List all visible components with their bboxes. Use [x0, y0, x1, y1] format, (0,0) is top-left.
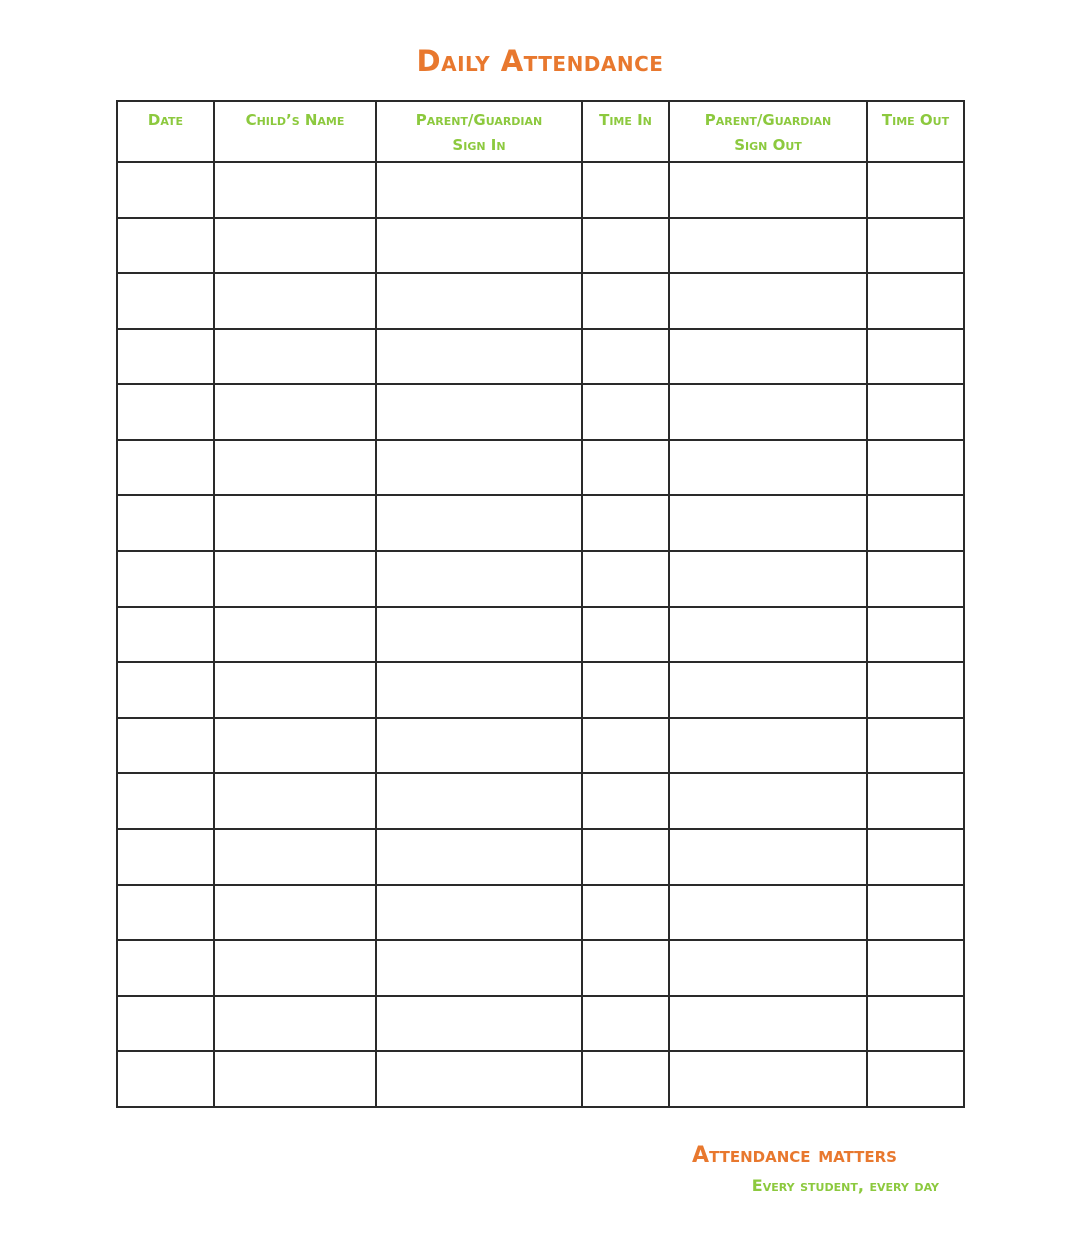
time-in-cell[interactable]: [582, 996, 669, 1052]
date-cell[interactable]: [117, 662, 214, 718]
date-cell[interactable]: [117, 273, 214, 329]
parent-sign-out-cell[interactable]: [669, 773, 867, 829]
table-row: [117, 440, 964, 496]
parent-sign-in-cell[interactable]: [376, 829, 582, 885]
childs-name-cell[interactable]: [214, 273, 376, 329]
childs-name-cell[interactable]: [214, 1051, 376, 1107]
childs-name-cell[interactable]: [214, 773, 376, 829]
childs-name-cell[interactable]: [214, 218, 376, 274]
date-cell[interactable]: [117, 607, 214, 663]
time-in-cell[interactable]: [582, 829, 669, 885]
time-out-cell[interactable]: [867, 162, 964, 218]
time-in-cell[interactable]: [582, 662, 669, 718]
column-header-time-in: Time In: [582, 101, 669, 162]
time-out-cell[interactable]: [867, 218, 964, 274]
time-out-cell[interactable]: [867, 551, 964, 607]
table-row: [117, 273, 964, 329]
table-row: [117, 662, 964, 718]
time-out-cell[interactable]: [867, 384, 964, 440]
table-row: [117, 996, 964, 1052]
childs-name-cell[interactable]: [214, 662, 376, 718]
table-row: [117, 329, 964, 385]
date-cell[interactable]: [117, 1051, 214, 1107]
date-cell[interactable]: [117, 162, 214, 218]
parent-sign-in-cell[interactable]: [376, 1051, 582, 1107]
parent-sign-in-cell[interactable]: [376, 218, 582, 274]
date-cell[interactable]: [117, 218, 214, 274]
column-header-parent-sign-in: Parent/Guardian Sign In: [376, 101, 582, 162]
time-out-cell[interactable]: [867, 495, 964, 551]
time-in-cell[interactable]: [582, 885, 669, 941]
table-row: [117, 773, 964, 829]
time-out-cell[interactable]: [867, 718, 964, 774]
childs-name-cell[interactable]: [214, 996, 376, 1052]
parent-sign-out-cell[interactable]: [669, 218, 867, 274]
parent-sign-out-cell[interactable]: [669, 607, 867, 663]
column-header-time-out: Time Out: [867, 101, 964, 162]
time-out-cell[interactable]: [867, 440, 964, 496]
time-out-cell[interactable]: [867, 607, 964, 663]
time-in-cell[interactable]: [582, 329, 669, 385]
childs-name-cell[interactable]: [214, 495, 376, 551]
column-header-childs-name: Child’s Name: [214, 101, 376, 162]
childs-name-cell[interactable]: [214, 384, 376, 440]
table-body: [117, 162, 964, 1107]
time-out-cell[interactable]: [867, 1051, 964, 1107]
parent-sign-out-cell[interactable]: [669, 940, 867, 996]
parent-sign-in-cell[interactable]: [376, 440, 582, 496]
table-row: [117, 218, 964, 274]
time-out-cell[interactable]: [867, 996, 964, 1052]
date-cell[interactable]: [117, 718, 214, 774]
parent-sign-in-cell[interactable]: [376, 885, 582, 941]
time-out-cell[interactable]: [867, 773, 964, 829]
date-cell[interactable]: [117, 996, 214, 1052]
parent-sign-out-cell[interactable]: [669, 440, 867, 496]
parent-sign-out-cell[interactable]: [669, 718, 867, 774]
time-out-cell[interactable]: [867, 940, 964, 996]
parent-sign-out-cell[interactable]: [669, 551, 867, 607]
parent-sign-in-cell[interactable]: [376, 384, 582, 440]
childs-name-cell[interactable]: [214, 329, 376, 385]
parent-sign-in-cell[interactable]: [376, 662, 582, 718]
parent-sign-out-cell[interactable]: [669, 885, 867, 941]
time-in-cell[interactable]: [582, 273, 669, 329]
time-in-cell[interactable]: [582, 551, 669, 607]
childs-name-cell[interactable]: [214, 940, 376, 996]
time-out-cell[interactable]: [867, 662, 964, 718]
parent-sign-out-cell[interactable]: [669, 495, 867, 551]
parent-sign-out-cell[interactable]: [669, 662, 867, 718]
time-in-cell[interactable]: [582, 218, 669, 274]
date-cell[interactable]: [117, 829, 214, 885]
table-row: [117, 162, 964, 218]
date-cell[interactable]: [117, 495, 214, 551]
footer-heading: Attendance matters: [692, 1143, 897, 1168]
column-header-parent-sign-out: Parent/Guardian Sign Out: [669, 101, 867, 162]
childs-name-cell[interactable]: [214, 162, 376, 218]
parent-sign-out-cell[interactable]: [669, 829, 867, 885]
time-out-cell[interactable]: [867, 273, 964, 329]
date-cell[interactable]: [117, 329, 214, 385]
table-row: [117, 718, 964, 774]
childs-name-cell[interactable]: [214, 829, 376, 885]
parent-sign-out-cell[interactable]: [669, 162, 867, 218]
date-cell[interactable]: [117, 384, 214, 440]
table-row: [117, 885, 964, 941]
column-header-date: Date: [117, 101, 214, 162]
table-header-row: [117, 101, 964, 162]
table-row: [117, 384, 964, 440]
childs-name-cell[interactable]: [214, 607, 376, 663]
parent-sign-in-cell[interactable]: [376, 940, 582, 996]
time-in-cell[interactable]: [582, 773, 669, 829]
date-cell[interactable]: [117, 940, 214, 996]
date-cell[interactable]: [117, 440, 214, 496]
table-row: [117, 1051, 964, 1107]
time-in-cell[interactable]: [582, 607, 669, 663]
parent-sign-in-cell[interactable]: [376, 773, 582, 829]
page-title: Daily Attendance: [416, 44, 664, 78]
parent-sign-out-cell[interactable]: [669, 1051, 867, 1107]
time-out-cell[interactable]: [867, 329, 964, 385]
table-row: [117, 551, 964, 607]
parent-sign-in-cell[interactable]: [376, 162, 582, 218]
parent-sign-in-cell[interactable]: [376, 718, 582, 774]
time-in-cell[interactable]: [582, 1051, 669, 1107]
parent-sign-in-cell[interactable]: [376, 329, 582, 385]
time-in-cell[interactable]: [582, 384, 669, 440]
parent-sign-out-cell[interactable]: [669, 273, 867, 329]
childs-name-cell[interactable]: [214, 551, 376, 607]
time-in-cell[interactable]: [582, 718, 669, 774]
table-row: [117, 495, 964, 551]
table-row: [117, 607, 964, 663]
table-row: [117, 829, 964, 885]
parent-sign-out-cell[interactable]: [669, 996, 867, 1052]
time-out-cell[interactable]: [867, 885, 964, 941]
parent-sign-in-cell[interactable]: [376, 607, 582, 663]
time-in-cell[interactable]: [582, 495, 669, 551]
date-cell[interactable]: [117, 773, 214, 829]
parent-sign-in-cell[interactable]: [376, 551, 582, 607]
parent-sign-out-cell[interactable]: [669, 384, 867, 440]
date-cell[interactable]: [117, 885, 214, 941]
parent-sign-in-cell[interactable]: [376, 273, 582, 329]
time-in-cell[interactable]: [582, 940, 669, 996]
time-out-cell[interactable]: [867, 829, 964, 885]
time-in-cell[interactable]: [582, 440, 669, 496]
parent-sign-out-cell[interactable]: [669, 329, 867, 385]
childs-name-cell[interactable]: [214, 718, 376, 774]
attendance-table: [116, 100, 965, 1108]
parent-sign-in-cell[interactable]: [376, 495, 582, 551]
time-in-cell[interactable]: [582, 162, 669, 218]
parent-sign-in-cell[interactable]: [376, 996, 582, 1052]
childs-name-cell[interactable]: [214, 440, 376, 496]
date-cell[interactable]: [117, 551, 214, 607]
table-row: [117, 940, 964, 996]
footer-tagline: Every student, every day: [751, 1176, 939, 1195]
childs-name-cell[interactable]: [214, 885, 376, 941]
